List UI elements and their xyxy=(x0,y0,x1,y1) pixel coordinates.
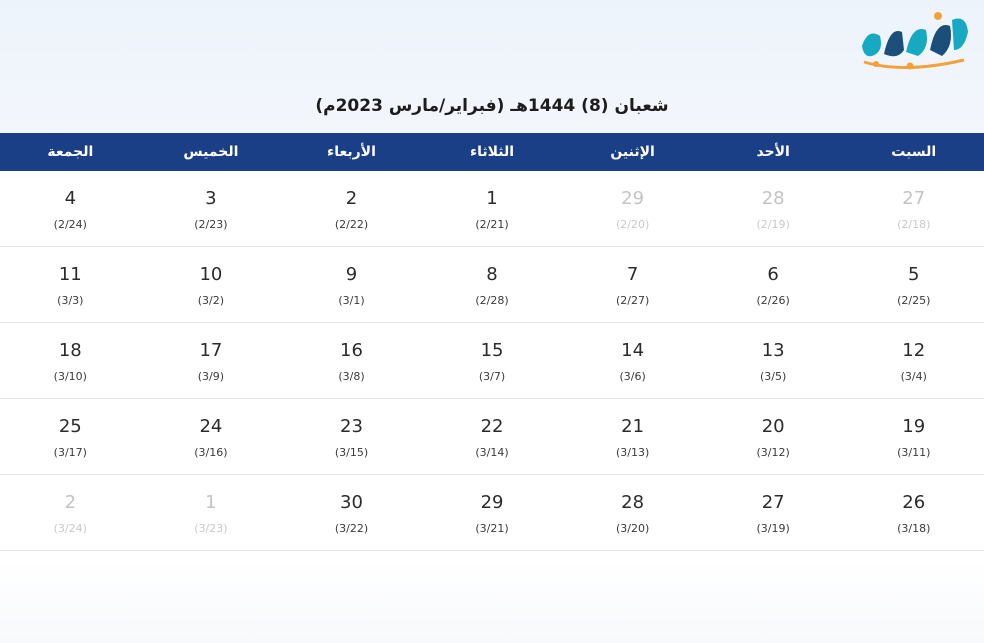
gregorian-date: (3/17) xyxy=(53,446,87,459)
calendar-day-cell[interactable] xyxy=(0,247,141,323)
calendar-day-cell[interactable] xyxy=(0,323,141,399)
calendar-day-cell[interactable] xyxy=(141,323,282,399)
hijri-day-number: 28 xyxy=(761,188,785,209)
gregorian-date: (3/8) xyxy=(338,370,365,383)
gregorian-date: (3/15) xyxy=(334,446,369,459)
calendar-day-cell[interactable] xyxy=(141,171,282,247)
hijri-day-number: 1 xyxy=(486,188,498,209)
calendar-day-cell[interactable] xyxy=(422,399,563,475)
calendar-week-row xyxy=(0,475,984,551)
weekday-tuesday: الثلاثاء xyxy=(422,133,563,171)
gregorian-date: (3/16) xyxy=(194,446,228,459)
calendar-day-cell[interactable] xyxy=(422,323,563,399)
gregorian-date: (3/14) xyxy=(475,446,509,459)
calendar-day-cell[interactable] xyxy=(281,475,422,551)
gregorian-date: (3/4) xyxy=(900,370,927,383)
hijri-day-number: 15 xyxy=(480,340,504,361)
hijri-day-number: 11 xyxy=(58,264,82,285)
hijri-day-number: 29 xyxy=(480,492,504,513)
calendar-day-cell[interactable] xyxy=(843,323,984,399)
calendar-day-cell[interactable] xyxy=(422,475,563,551)
hijri-day-number: 19 xyxy=(902,416,926,437)
calendar-day-cell[interactable] xyxy=(0,171,141,247)
hijri-day-number: 10 xyxy=(199,264,223,285)
hijri-day-number: 7 xyxy=(626,264,639,285)
hijri-day-number: 2 xyxy=(345,188,358,209)
hijri-day-number: 3 xyxy=(205,188,217,209)
hijri-day-number: 23 xyxy=(340,416,363,437)
hijri-day-number: 5 xyxy=(907,264,920,285)
hijri-day-number: 9 xyxy=(345,264,358,285)
gregorian-date: (3/23) xyxy=(194,522,228,535)
hijri-day-number: 18 xyxy=(58,340,82,361)
calendar-day-cell[interactable] xyxy=(281,399,422,475)
hijri-day-number: 29 xyxy=(621,188,645,209)
calendar-week-row xyxy=(0,171,984,247)
gregorian-date: (2/24) xyxy=(53,218,87,231)
gregorian-date: (2/18) xyxy=(897,218,931,231)
hijri-day-number: 14 xyxy=(621,340,645,361)
hijri-day-number: 20 xyxy=(761,416,785,437)
weekday-friday: الجمعة xyxy=(0,133,141,171)
calendar-day-cell[interactable] xyxy=(281,247,422,323)
calendar-day-cell[interactable] xyxy=(562,323,703,399)
calendar-day-cell[interactable] xyxy=(843,475,984,551)
hijri-day-number: 6 xyxy=(767,264,779,285)
calendar-day-cell[interactable] xyxy=(281,323,422,399)
almuheet-logo-icon[interactable] xyxy=(854,6,974,78)
page-title: شعبان (8) 1444هـ (فبراير/مارس 2023م) xyxy=(315,96,669,116)
hijri-day-number: 28 xyxy=(621,492,645,513)
hijri-day-number: 25 xyxy=(58,416,82,437)
hijri-day-number: 24 xyxy=(199,416,223,437)
calendar-day-cell[interactable] xyxy=(0,475,141,551)
calendar-day-cell[interactable] xyxy=(562,247,703,323)
weekday-monday: الإثنين xyxy=(562,133,703,171)
gregorian-date: (3/6) xyxy=(619,370,646,383)
gregorian-date: (3/12) xyxy=(756,446,790,459)
calendar-day-cell[interactable] xyxy=(141,247,282,323)
calendar-day-cell[interactable] xyxy=(703,171,844,247)
weekday-saturday: السبت xyxy=(843,133,984,171)
calendar-day-cell[interactable] xyxy=(0,399,141,475)
gregorian-date: (3/5) xyxy=(760,370,787,383)
gregorian-date: (3/13) xyxy=(615,446,650,459)
hijri-day-number: 16 xyxy=(340,340,363,361)
calendar-body xyxy=(0,171,984,551)
calendar-day-cell[interactable] xyxy=(562,171,703,247)
gregorian-date: (2/25) xyxy=(897,294,931,307)
hijri-day-number: 17 xyxy=(199,340,223,361)
weekday-thursday: الخميس xyxy=(141,133,282,171)
gregorian-date: (3/10) xyxy=(53,370,87,383)
weekday-header-row xyxy=(0,133,984,171)
gregorian-date: (3/1) xyxy=(338,294,365,307)
calendar-day-cell[interactable] xyxy=(703,247,844,323)
calendar-day-cell[interactable] xyxy=(141,475,282,551)
gregorian-date: (2/28) xyxy=(475,294,509,307)
gregorian-date: (3/19) xyxy=(756,522,790,535)
gregorian-date: (3/2) xyxy=(197,294,225,307)
gregorian-date: (3/18) xyxy=(897,522,931,535)
gregorian-date: (3/7) xyxy=(478,370,506,383)
calendar-week-row xyxy=(0,399,984,475)
gregorian-date: (3/3) xyxy=(57,294,84,307)
calendar-day-cell[interactable] xyxy=(703,475,844,551)
calendar-table xyxy=(0,133,984,551)
hijri-day-number: 1 xyxy=(205,492,217,513)
gregorian-date: (2/21) xyxy=(475,218,509,231)
calendar-day-cell[interactable] xyxy=(281,171,422,247)
gregorian-date: (2/22) xyxy=(334,218,369,231)
calendar-week-row xyxy=(0,247,984,323)
gregorian-date: (3/21) xyxy=(475,522,509,535)
gregorian-date: (2/20) xyxy=(615,218,650,231)
calendar-day-cell[interactable] xyxy=(703,399,844,475)
calendar-day-cell[interactable] xyxy=(422,171,563,247)
weekday-wednesday: الأربعاء xyxy=(281,133,422,171)
hijri-day-number: 13 xyxy=(761,340,785,361)
hijri-day-number: 4 xyxy=(64,188,77,209)
gregorian-date: (2/23) xyxy=(194,218,228,231)
logo-graphic xyxy=(854,6,974,78)
calendar-day-cell[interactable] xyxy=(562,399,703,475)
calendar-day-cell[interactable] xyxy=(141,399,282,475)
calendar-day-cell[interactable] xyxy=(562,475,703,551)
hijri-day-number: 27 xyxy=(761,492,785,513)
hijri-day-number: 21 xyxy=(621,416,645,437)
gregorian-date: (2/19) xyxy=(756,218,790,231)
gregorian-date: (3/11) xyxy=(897,446,931,459)
hijri-day-number: 22 xyxy=(480,416,504,437)
gregorian-date: (3/9) xyxy=(197,370,225,383)
weekday-sunday: الأحد xyxy=(703,133,844,171)
calendar-day-cell[interactable] xyxy=(843,399,984,475)
calendar-week-row xyxy=(0,323,984,399)
calendar-day-cell[interactable] xyxy=(703,323,844,399)
hijri-day-number: 30 xyxy=(340,492,363,513)
gregorian-date: (2/27) xyxy=(615,294,650,307)
hijri-day-number: 8 xyxy=(486,264,498,285)
gregorian-date: (3/22) xyxy=(334,522,369,535)
calendar-day-cell[interactable] xyxy=(843,247,984,323)
hijri-day-number: 27 xyxy=(902,188,926,209)
hijri-day-number: 12 xyxy=(902,340,926,361)
gregorian-date: (3/20) xyxy=(615,522,650,535)
gregorian-date: (2/26) xyxy=(756,294,790,307)
hijri-day-number: 26 xyxy=(902,492,926,513)
calendar-day-cell[interactable] xyxy=(843,171,984,247)
gregorian-date: (3/24) xyxy=(53,522,87,535)
hijri-day-number: 2 xyxy=(64,492,77,513)
calendar-day-cell[interactable] xyxy=(422,247,563,323)
